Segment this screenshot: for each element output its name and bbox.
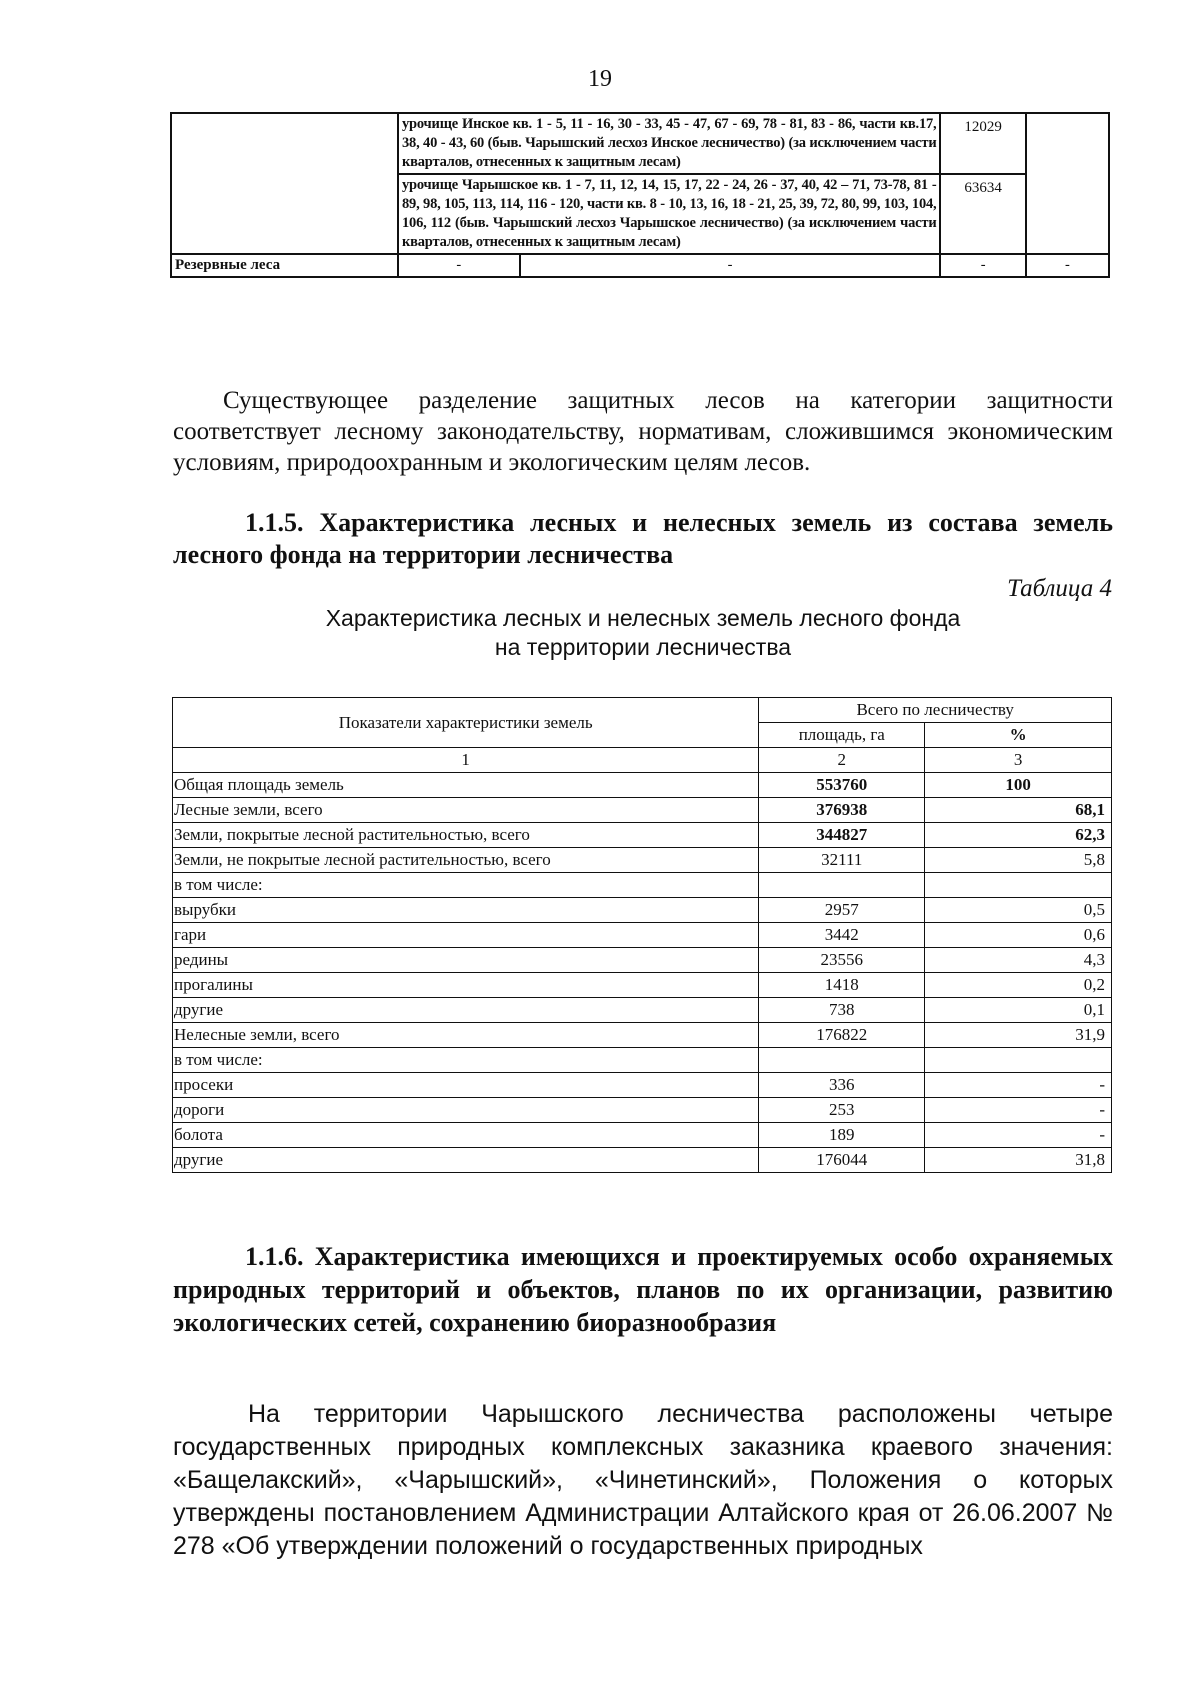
row-percent: 100 <box>925 773 1112 798</box>
forest-area-value: 63634 <box>940 174 1025 254</box>
row-area: 176822 <box>759 1023 925 1048</box>
header-indicator: Показатели характеристики земель <box>173 698 759 748</box>
empty-cell <box>171 113 398 254</box>
table-row <box>173 1073 1112 1098</box>
table-label: Таблица 4 <box>1007 575 1112 602</box>
table-header-row <box>173 698 1112 723</box>
table-row <box>173 798 1112 823</box>
row-percent: 0,6 <box>925 923 1112 948</box>
column-number-row <box>173 748 1112 773</box>
row-area: 253 <box>759 1098 925 1123</box>
reserve-cell: - <box>1026 254 1109 277</box>
row-percent: 0,2 <box>925 973 1112 998</box>
row-percent: 0,5 <box>925 898 1112 923</box>
row-percent: 31,9 <box>925 1023 1112 1048</box>
table-row <box>173 1023 1112 1048</box>
row-label: Земли, покрытые лесной растительностью, всего <box>173 823 759 848</box>
table-row <box>173 948 1112 973</box>
section-heading-116: 1.1.6. Характеристика имеющихся и проектируемых особо охраняемых природных территорий и объектов, планов по их организации, развитию экологических сетей, сохранению биоразнообразия <box>173 1242 1113 1337</box>
reserve-forests-label: Резервные леса <box>171 254 398 277</box>
row-label: вырубки <box>173 898 759 923</box>
empty-cell <box>1026 113 1109 254</box>
row-label: в том числе: <box>173 1048 759 1073</box>
row-area: 344827 <box>759 823 925 848</box>
forest-area-value: 12029 <box>940 113 1025 174</box>
header-area: площадь, га <box>759 723 925 748</box>
table-row <box>173 998 1112 1023</box>
row-area: 189 <box>759 1123 925 1148</box>
row-percent: 4,3 <box>925 948 1112 973</box>
table-row <box>173 1148 1112 1173</box>
table-row <box>173 1123 1112 1148</box>
row-label: другие <box>173 998 759 1023</box>
row-area: 3442 <box>759 923 925 948</box>
row-area: 1418 <box>759 973 925 998</box>
row-label: Нелесные земли, всего <box>173 1023 759 1048</box>
row-area: 176044 <box>759 1148 925 1173</box>
forest-area-description: урочище Инское кв. 1 - 5, 11 - 16, 30 - 33, 45 - 47, 67 - 69, 78 - 81, 83 - 86, части кв.17, 38, 40 - 43, 60 (быв. Чарышский лесхоз Инское лесничество) (за исключением части кварталов, отнесенных к защитным лесам) <box>398 113 941 174</box>
section-heading-115: 1.1.5. Характеристика лесных и нелесных земель из состава земель лесного фонда на территории лесничества <box>173 508 1113 569</box>
table-row <box>173 873 1112 898</box>
column-number: 3 <box>925 748 1112 773</box>
table-row <box>173 923 1112 948</box>
protective-forests-table <box>170 112 1110 278</box>
row-area <box>759 873 925 898</box>
row-percent: 31,8 <box>925 1148 1112 1173</box>
row-percent: 5,8 <box>925 848 1112 873</box>
table-row <box>173 973 1112 998</box>
table-caption <box>173 604 1113 662</box>
column-number: 2 <box>759 748 925 773</box>
land-characteristics-table <box>172 697 1112 1173</box>
table-row-reserve <box>171 254 1109 277</box>
row-percent <box>925 873 1112 898</box>
header-total: Всего по лесничеству <box>759 698 1112 723</box>
paragraph-reserves: На территории Чарышского лесничества расположены четыре государственных природных комплексных заказника краевого значения: «Бащелакский», «Чарышский», «Чинетинский», Положения о которых утверждены постановлением Администрации Алтайского края от 26.06.2007 № 278 «Об утверждении положений о государственных природных <box>173 1400 1113 1560</box>
reserve-cell: - <box>398 254 520 277</box>
reserve-cell: - <box>520 254 941 277</box>
table-row <box>171 113 1109 174</box>
row-label: Общая площадь земель <box>173 773 759 798</box>
row-area: 32111 <box>759 848 925 873</box>
table-caption-line-2: на территории лесничества <box>494 634 792 660</box>
forest-area-description: урочище Чарышское кв. 1 - 7, 11, 12, 14, 15, 17, 22 - 24, 26 - 37, 40, 42 – 71, 73-78, 81 - 89, 98, 105, 113, 114, 116 - 120, части кв. 8 - 10, 13, 16, 18 - 21, 25, 39, 72, 80, 99, 103, 104, 106, 112 (быв. Чарышский лесхоз Чарышское лесничество) (за исключением части кварталов, отнесенных к защитным лесам) <box>398 174 941 254</box>
row-percent: - <box>925 1098 1112 1123</box>
row-label: прогалины <box>173 973 759 998</box>
table-caption-line-1: Характеристика лесных и нелесных земель лесного фонда <box>325 605 961 631</box>
column-number: 1 <box>173 748 759 773</box>
table-row <box>173 1098 1112 1123</box>
row-area: 23556 <box>759 948 925 973</box>
row-percent: 62,3 <box>925 823 1112 848</box>
row-percent: 68,1 <box>925 798 1112 823</box>
paragraph-protective-forests: Существующее разделение защитных лесов на категории защитности соответствует лесному законодательству, нормативам, сложившимся экономическим условиям, природоохранным и экологическим целям лесов. <box>173 387 1113 476</box>
table-row <box>173 848 1112 873</box>
header-percent: % <box>925 723 1112 748</box>
row-label: болота <box>173 1123 759 1148</box>
row-percent: - <box>925 1073 1112 1098</box>
row-label: Земли, не покрытые лесной растительностью, всего <box>173 848 759 873</box>
row-percent: - <box>925 1123 1112 1148</box>
row-area: 2957 <box>759 898 925 923</box>
row-area: 376938 <box>759 798 925 823</box>
reserve-cell: - <box>940 254 1025 277</box>
row-label: гари <box>173 923 759 948</box>
table-row <box>173 1048 1112 1073</box>
row-area: 553760 <box>759 773 925 798</box>
row-label: просеки <box>173 1073 759 1098</box>
row-percent <box>925 1048 1112 1073</box>
row-label: редины <box>173 948 759 973</box>
row-area: 738 <box>759 998 925 1023</box>
row-percent: 0,1 <box>925 998 1112 1023</box>
table-row <box>173 823 1112 848</box>
table-row <box>173 898 1112 923</box>
row-label: другие <box>173 1148 759 1173</box>
row-area: 336 <box>759 1073 925 1098</box>
row-label: Лесные земли, всего <box>173 798 759 823</box>
page-number: 19 <box>588 66 612 92</box>
row-area <box>759 1048 925 1073</box>
row-label: дороги <box>173 1098 759 1123</box>
row-label: в том числе: <box>173 873 759 898</box>
table-row <box>173 773 1112 798</box>
